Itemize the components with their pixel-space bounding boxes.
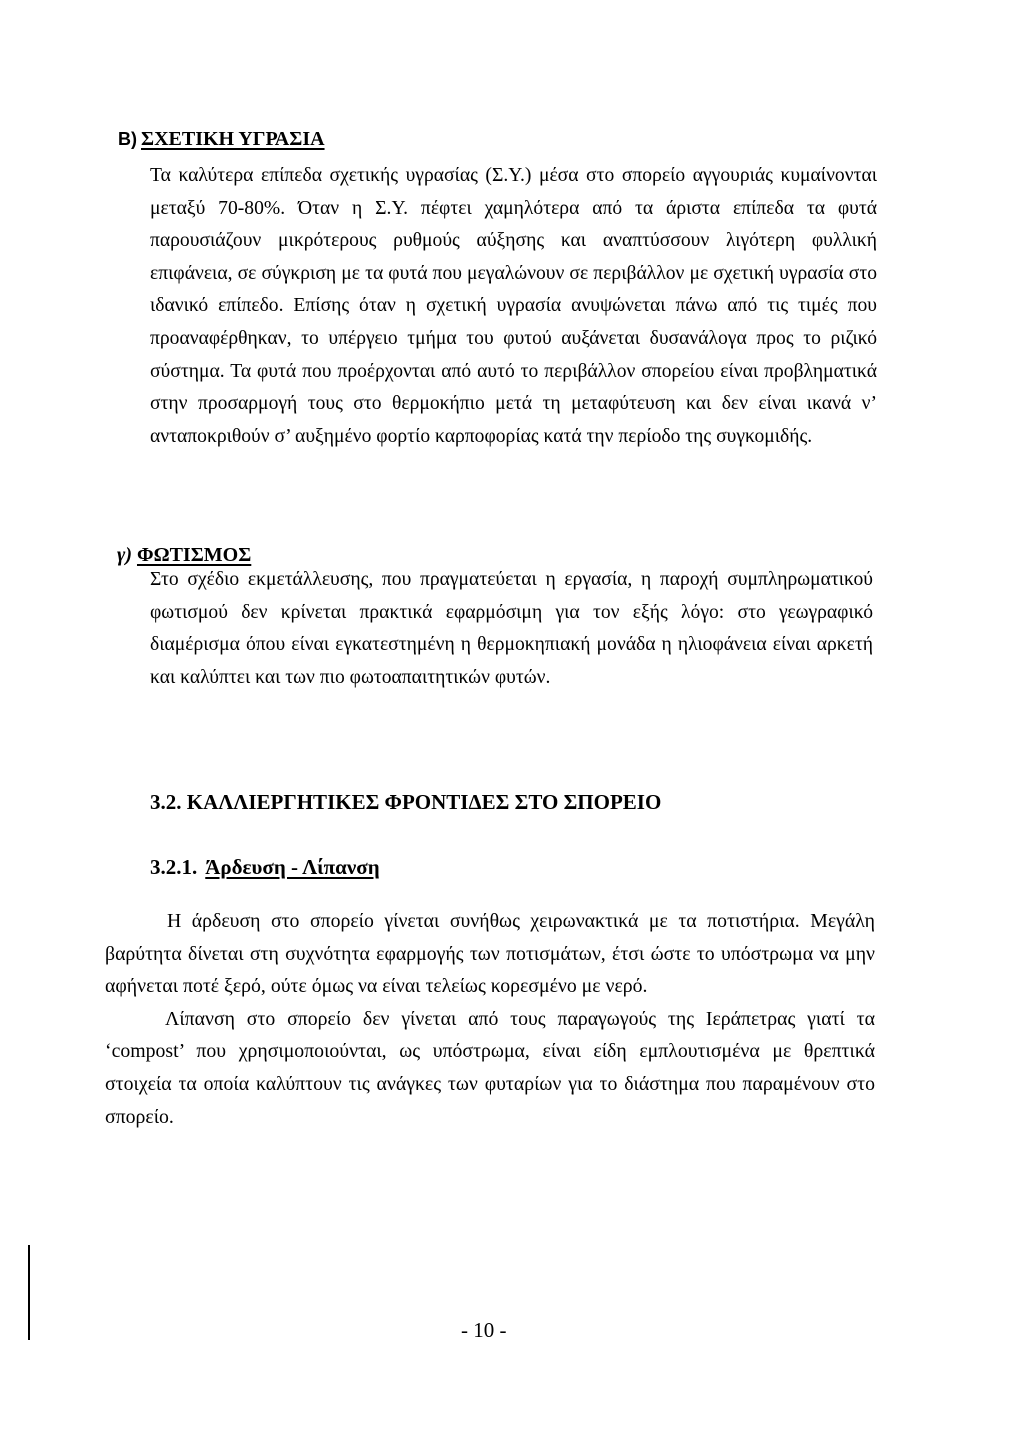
section-b-marker: B) — [118, 129, 137, 149]
section-321-paragraph-2: Λίπανση στο σπορείο δεν γίνεται από τους παραγωγούς της Ιεράπετρας γιατί τα ‘compost’ που χρησιμοποιούνται, ως υπόστρωμα, είναι είδη εμπλουτισμένα με θρεπτικά στοιχεία τα οποία καλύπτουν τις ανάγκες των φυταρίων για το διάστημα που παραμένουν στο σπορείο. — [105, 1007, 875, 1128]
section-g-title: ΦΩΤΙΣΜΟΣ — [136, 544, 252, 566]
section-321-number: 3.2.1. — [150, 855, 198, 879]
section-b-heading — [118, 128, 325, 151]
section-321-title: Άρδευση - Λίπανση — [205, 855, 380, 879]
section-b-title: ΣΧΕΤΙΚΗ ΥΓΡΑΣΙΑ — [141, 128, 325, 150]
section-b-text: Τα καλύτερα επίπεδα σχετικής υγρασίας (Σ.Υ.) μέσα στο σπορείο αγγουριάς κυμαίνονται μεταξύ 70-80%. Όταν η Σ.Υ. πέφτει χαμηλότερα από τα άριστα επίπεδα τα φυτά παρουσιάζουν μικρότερους ρυθμούς αύξησης και αναπτύσσουν λιγότερη φυλλική επιφάνεια, σε σύγκριση με τα φυτά που μεγαλώνουν σε περιβάλλον με σχετική υγρασία στο ιδανικό επίπεδο. Επίσης όταν η σχετική υγρασία ανυψώνεται πάνω από τις τιμές που προαναφέρθηκαν, το υπέργειο τμήμα του φυτού αυξάνεται δυσανάλογα προς το ριζικό σύστημα. Τα φυτά που προέρχονται από αυτό το περιβάλλον σπορείου είναι προβληματικά στην προσαρμογή τους στο θερμοκήπιο μετά τη μεταφύτευση και δεν είναι ικανά ν’ ανταποκριθούν σ’ αυξημένο φορτίο καρποφορίας κατά την περίοδο της συγκομιδής. — [150, 165, 877, 447]
section-321-heading — [150, 855, 380, 880]
section-321-body — [105, 905, 875, 1133]
margin-line — [28, 1245, 30, 1340]
section-32-heading: 3.2. ΚΑΛΛΙΕΡΓΗΤΙΚΕΣ ΦΡΟΝΤΙΔΕΣ ΣΤΟ ΣΠΟΡΕΙΟ — [150, 790, 662, 814]
section-g-text: Στο σχέδιο εκμετάλλευσης, που πραγματεύεται η εργασία, η παροχή συμπληρωματικού φωτισμού δεν κρίνεται πρακτικά εφαρμόσιμη για τον εξής λόγο: στο γεωγραφικό διαμέρισμα όπου είναι εγκατεστημένη η θερμοκηπιακή μονάδα η ηλιοφάνεια είναι αρκετή και καλύπτει και των πιο φωτοαπαιτητικών φυτών. — [150, 569, 873, 688]
page-number: - 10 - — [461, 1318, 507, 1342]
section-321-paragraph-1: Η άρδευση στο σπορείο γίνεται συνήθως χειρωνακτικά με τα ποτιστήρια. Μεγάλη βαρύτητα δίνεται στη συχνότητα εφαρμογής των ποτισμάτων, έτσι ώστε το υπόστρωμα να μην αφήνεται ποτέ ξερό, ούτε όμως να είναι τελείως κορεσμένο με νερό. — [105, 910, 875, 998]
section-g-marker: γ) — [117, 544, 132, 566]
